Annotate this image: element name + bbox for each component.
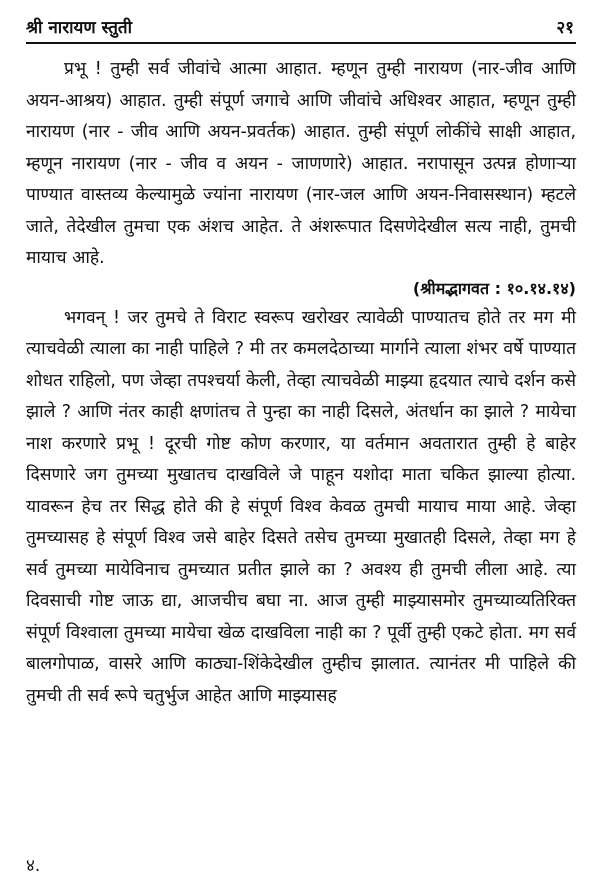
footer-label: ४. <box>26 856 41 876</box>
header-title: श्री नारायण स्तुती <box>26 18 133 38</box>
running-header <box>26 0 576 38</box>
page-number: २१ <box>556 18 574 38</box>
paragraph-1-text: प्रभू ! तुम्ही सर्व जीवांचे आत्मा आहात. म्हणून तुम्ही नारायण (नार-जीव आणि अयन-आश्रय) आहात. तुम्ही संपूर्ण जगाचे आणि जीवांचे अधिश्वर आहात, म्हणून तुम्ही नारायण (नार - जीव आणि अयन-प्रवर्तक) आहात. तुम्ही संपूर्ण लोकींचे साक्षी आहात, म्हणून नारायण (नार - जीव व अयन - जाणणारे) आहात. नरापासून उत्पन्न होणाऱ्या पाण्यात वास्तव्य केल्यामुळे ज्यांना नारायण (नार-जल आणि अयन-निवासस्थान) म्हटले जाते, तेदेखील तुमचा एक अंशच आहेत. ते अंशरूपात दिसणेदेखील सत्य नाही, तुमची मायाच आहे. <box>26 59 576 268</box>
paragraph-2 <box>26 303 576 713</box>
scripture-citation: (श्रीमद्भागवत : १०.१४.१४) <box>412 278 576 298</box>
paragraph-1 <box>26 54 576 275</box>
header-rule <box>26 42 576 44</box>
paragraph-2-text: भगवन् ! जर तुमचे ते विराट स्वरूप खरोखर त्यावेळी पाण्यातच होते तर मग मी त्याचवेळी त्याला का नाही पाहिले ? मी तर कमलदेठाच्या मार्गाने त्याला शंभर वर्षे पाण्यात शोधत राहिलो, पण जेव्हा तपश्चर्या केली, तेव्हा त्याचवेळी माझ्या हृदयात त्याचे दर्शन कसे झाले ? आणि नंतर काही क्षणांतच ते पुन्हा का नाही दिसले, अंतर्धान का झाले ? मायेचा नाश करणारे प्रभू ! दूरची गोष्ट कोण करणार, या वर्तमान अवतारात तुम्ही हे बाहेर दिसणारे जग तुमच्या मुखातच दाखविले जे पाहून यशोदा माता चकित झाल्या होत्या. यावरून हेच तर सिद्ध होते की हे संपूर्ण विश्व केवळ तुमची मायाच माया आहे. जेव्हा तुमच्यासह हे संपूर्ण विश्व जसे बाहेर दिसते तसेच तुमच्या मुखातही दिसले, तेव्हा मग हे सर्व तुमच्या मायेविनाच तुमच्यात प्रतीत झाले का ? अवश्य ही तुमची लीला आहे. त्या दिवसाची गोष्ट जाऊ द्या, आजचीच बघा ना. आज तुम्ही माझ्यासमोर तुमच्याव्यतिरिक्त संपूर्ण विश्वाला तुमच्या मायेचा खेळ दाखविला नाही का ? पूर्वी तुम्ही एकटे होता. मग सर्व बालगोपाळ, वासरे आणि काठ्या-शिंकेदेखील तुम्हीच झालात. त्यानंतर मी पाहिले की तुमची ती सर्व रूपे चतुर्भुज आहेत आणि माझ्यासह <box>26 307 576 706</box>
